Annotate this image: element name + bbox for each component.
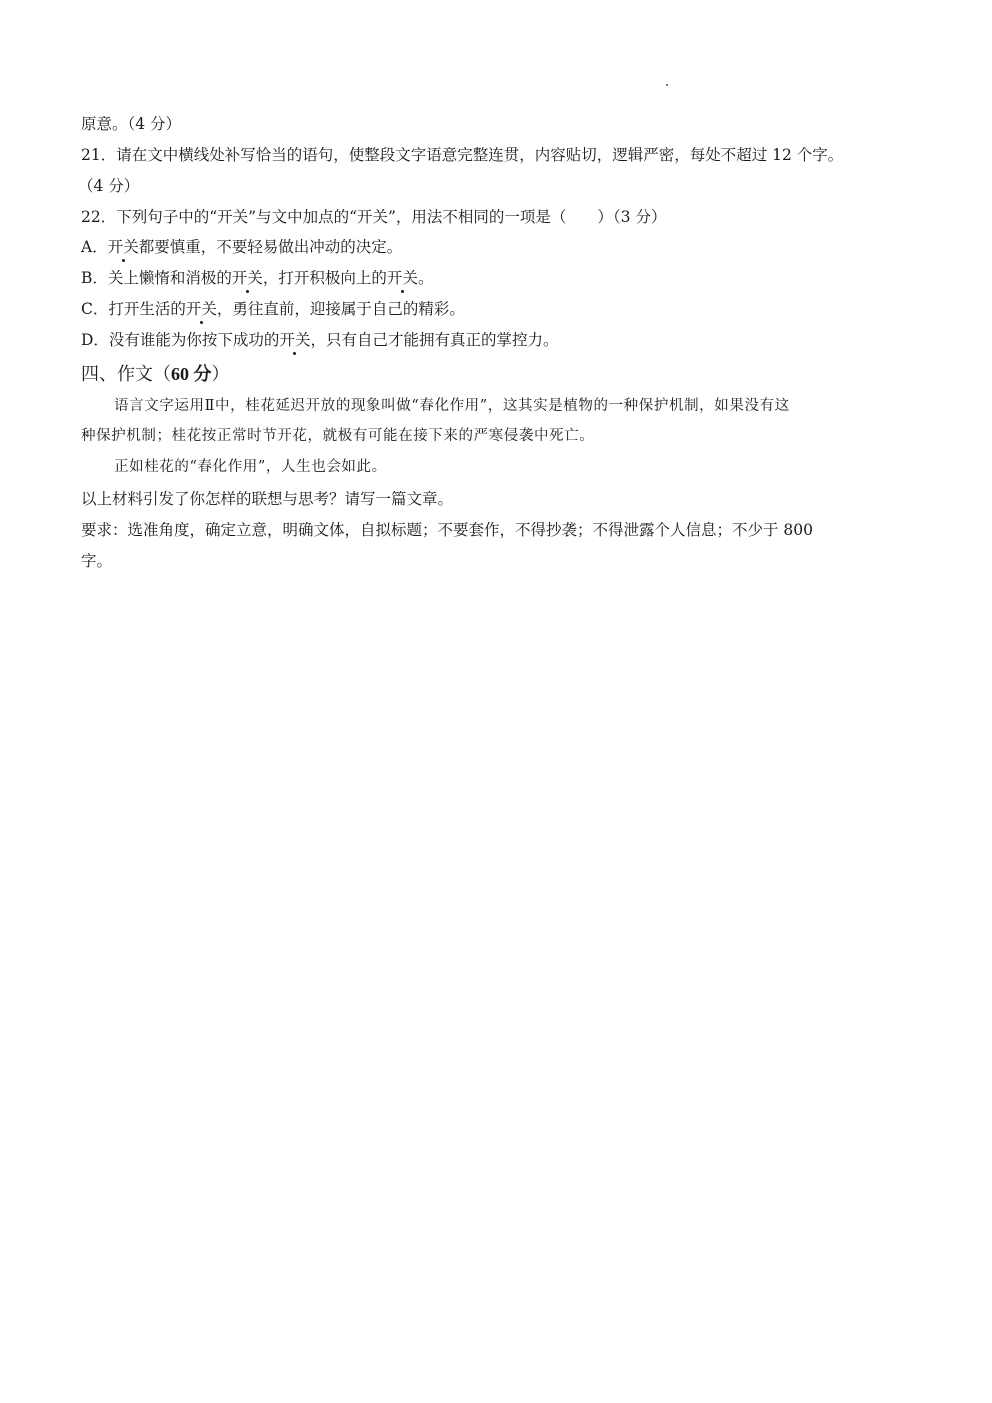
requirements-line1: 要求：选准角度，确定立意，明确文体，自拟标题；不要套作，不得抄袭；不得泄露个人信息；不少于 800 xyxy=(81,521,814,539)
section-heading xyxy=(81,362,230,387)
option-a-text: 都要慎重，不要轻易做出冲动的决定。 xyxy=(138,238,403,256)
essay-prompt: 以上材料引发了你怎样的联想与思考？请写一篇文章。 xyxy=(81,490,454,508)
option-d-text-2: ，只有自己才能拥有真正的掌控力。 xyxy=(310,331,559,349)
dotted-word: 开关 xyxy=(231,269,263,287)
requirements-line2: 字。 xyxy=(81,552,113,570)
option-a-label: A． xyxy=(81,238,108,256)
section-score: 60 分 xyxy=(171,364,212,384)
option-b-text: B．关上懒惰和消极的 xyxy=(81,269,232,287)
q21-text: 21．请在文中横线处补写恰当的语句，使整段文字语意完整连贯，内容贴切，逻辑严密，每处不超过 12 个字。 xyxy=(81,146,844,164)
material-p2: 正如桂花的“春化作用”，人生也会如此。 xyxy=(114,459,387,475)
q20-tail: 原意。（4 分） xyxy=(81,115,182,133)
dotted-word: 开关 xyxy=(386,269,418,287)
scan-dot xyxy=(666,84,668,86)
option-b-text-2: ，打开积极向上的 xyxy=(262,269,387,287)
section-title: 四、作文（ xyxy=(81,364,171,385)
q22-option-a xyxy=(81,237,402,257)
q22-option-b xyxy=(81,268,433,288)
option-d-text: D．没有谁能为你按下成功的 xyxy=(81,331,280,349)
dotted-word: 开关 xyxy=(107,238,139,256)
q22-option-c xyxy=(81,299,465,319)
section-title-end: ） xyxy=(211,364,230,385)
material-p1-line2: 种保护机制；桂花按正常时节开花，就极有可能在接下来的严寒侵袭中死亡。 xyxy=(81,428,595,444)
option-c-text: C．打开生活的 xyxy=(81,300,186,318)
option-b-text-3: 。 xyxy=(417,269,434,287)
dotted-word: 开关 xyxy=(185,300,217,318)
q22-option-d xyxy=(81,330,558,350)
q22-stem: 22．下列句子中的“开关”与文中加点的“开关”，用法不相同的一项是（ ）（3 分） xyxy=(81,208,667,226)
material-p1-line1: 语言文字运用Ⅱ中，桂花延迟开放的现象叫做“春化作用”，这其实是植物的一种保护机制，如果没有这 xyxy=(114,398,790,414)
option-c-text-2: ，勇往直前，迎接属于自己的精彩。 xyxy=(216,300,465,318)
q21-score: （4 分） xyxy=(78,177,140,195)
dotted-word: 开关 xyxy=(279,331,311,349)
